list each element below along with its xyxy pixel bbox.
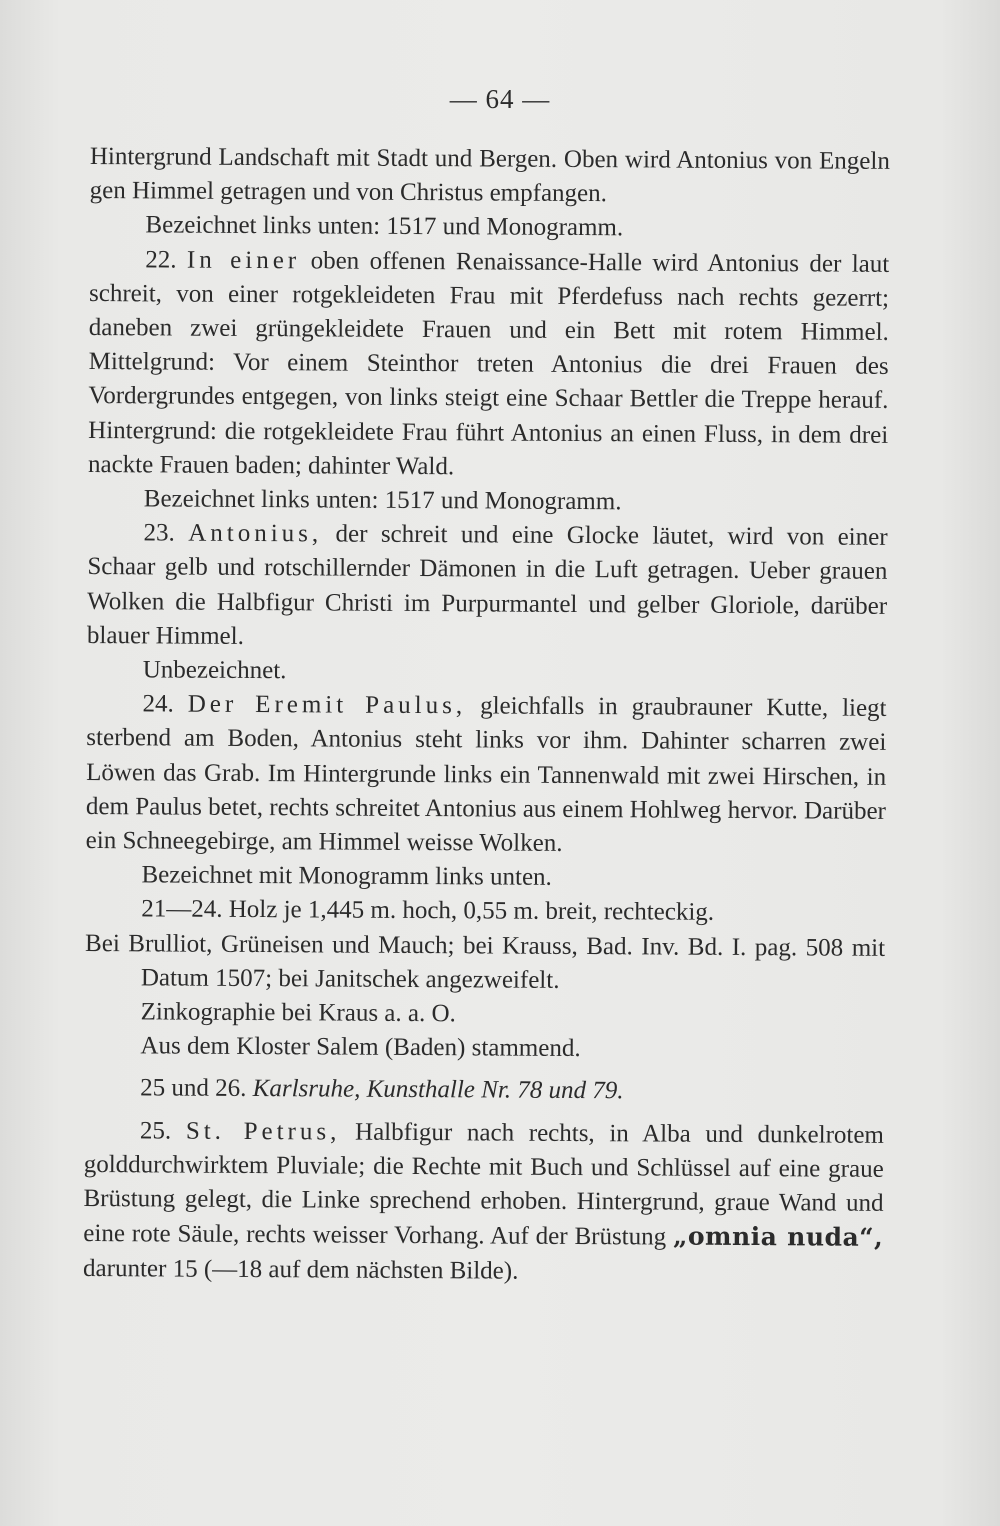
section-location: Karlsruhe, Kunsthalle Nr. 78 und 79. (252, 1075, 624, 1105)
paragraph-signature-22: Bezeichnet links unten: 1517 und Monogramm. (143, 485, 622, 516)
entry-23-heading: Antonius, (188, 519, 323, 548)
entry-25-number: 25. (139, 1117, 172, 1145)
entry-22-text: oben offenen Renaissance-Halle wird Antonius der laut schreit, von einer rotgekleideten Frau mit Pferdefuss nach rechts gezerrt; daneben zwei grüngekleidete Frauen und ein Bett mit rotem Himmel. Mittelgrund: Vor einem Steinthor treten Antonius die drei Frauen des Vordergrundes entgegen, von links steigt eine Schaar Bettler die Treppe herauf. Hintergrund: die rotgekleidete Frau führt Antonius an einen Fluss, in dem drei nackte Frauen baden; dahinter Wald. (87, 246, 890, 481)
entry-25-text-a: Halbfigur nach rechts, in Alba und dunkelrotem golddurchwirktem Pluviale; die Rechte mit Buch und Schlüssel auf eine graue Brüstung gelegt, die Linke sprechend erhoben. Hintergrund, graue Wand und eine rote Säule, rechts weisser Vorhang. Auf der Brüstung (83, 1118, 885, 1251)
entry-25-text-b: darunter 15 (—18 auf dem nächsten Bilde). (83, 1254, 519, 1285)
entry-23 (87, 516, 888, 658)
entry-23-number: 23. (143, 519, 175, 547)
entry-24-number: 24. (142, 690, 174, 718)
paragraph-provenance: Aus dem Kloster Salem (Baden) stammend. (140, 1032, 581, 1063)
entry-22-heading: In einer (186, 246, 301, 274)
entry-24 (86, 687, 887, 863)
entry-22 (88, 243, 889, 487)
entry-24-text: gleichfalls in graubrauner Kutte, liegt sterbend am Boden, Antonius steht links vor ihm. Dahinter scharren zwei Löwen das Grab. Im Hintergrunde links ein Tannenwald mit zwei Hirschen, in dem Paulus betet, rechts schreitet Antonius aus einem Hohlweg hervor. Darüber ein Schneegebirge, am Himmel weisse Wolken. (85, 692, 887, 857)
entry-22-number: 22. (145, 245, 177, 274)
paragraph-landscape: Hintergrund Landschaft mit Stadt und Bergen. Oben wird Antonius von Engeln gen Himmel getragen und von Christus empfangen. (89, 142, 890, 208)
paragraph-signature-24: Bezeichnet mit Monogramm links unten. (141, 861, 552, 892)
entry-24-heading: Der Eremit Paulus, (187, 690, 467, 720)
section-number: 25 und 26. (140, 1074, 247, 1103)
section-heading-25-26 (84, 1071, 884, 1110)
paragraph-literature: Bei Brulliot, Grüneisen und Mauch; bei Krauss, Bad. Inv. Bd. I. pag. 508 mit Datum 1507; bei Janitschek angezweifelt. (85, 929, 886, 994)
page-body (83, 140, 890, 1291)
entry-25 (83, 1114, 884, 1291)
entry-23-text: der schreit und eine Glocke läutet, wird von einer Schaar gelb und rotschillernder Dämonen in die Luft getragen. Ueber grauen Wolken die Halbfigur Christi im Purpurmantel und gelber Gloriole, darüber blauer Himmel. (86, 520, 888, 650)
page-number: — 64 — (449, 84, 551, 114)
paragraph-unsigned: Unbezeichnet. (142, 656, 287, 685)
entry-25-heading: St. Petrus, (185, 1117, 341, 1146)
paragraph-zinkographie: Zinkographie bei Kraus a. a. O. (140, 998, 456, 1028)
paragraph-signature-21: Bezeichnet links unten: 1517 und Monogramm. (145, 211, 624, 242)
entry-25-inscription: „omnia nuda“, (672, 1221, 884, 1253)
paragraph-dimensions: 21—24. Holz je 1,445 m. hoch, 0,55 m. breit, rechteckig. (141, 895, 715, 927)
